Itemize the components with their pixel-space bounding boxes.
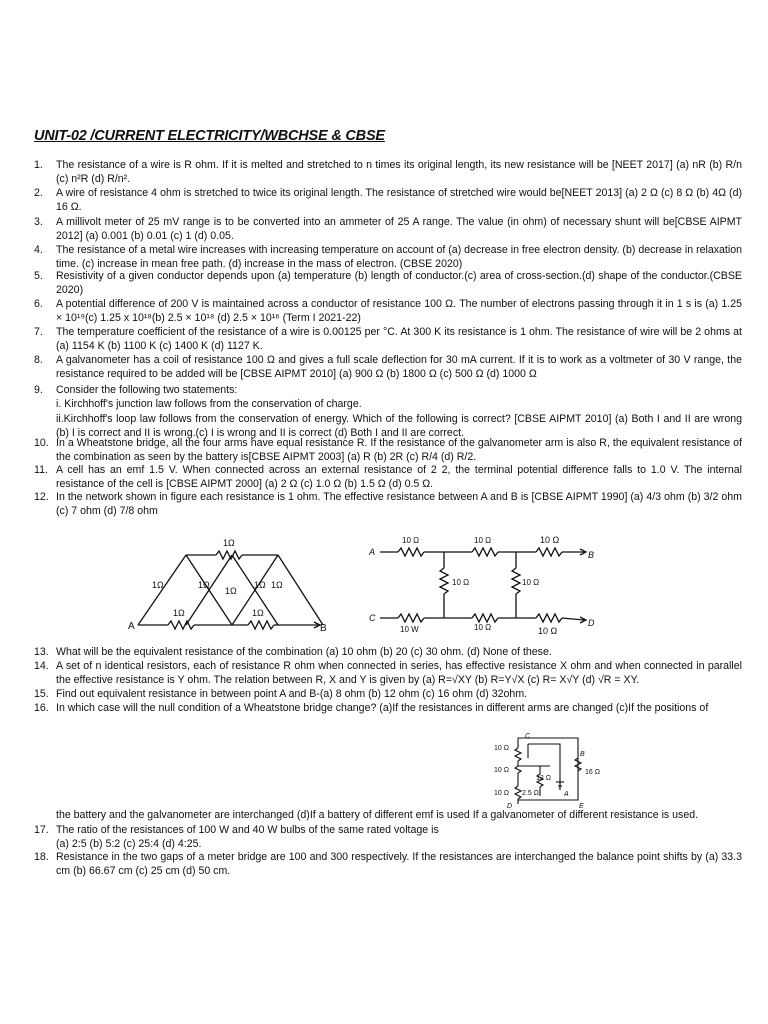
question-number: 2. [34, 187, 43, 199]
question-number: 18. [34, 851, 49, 863]
question-number: 16. [34, 702, 49, 714]
question-item [34, 297, 742, 326]
question-text: In a Wheatstone bridge, all the four arms have equal resistance R. If the resistance of the galvanometer arm is also R, the equivalent resistance of the combination as seen by the battery is[CBSE AIPMT 2003] (a) R (b) 2R (c) R/4 (d) R/2. [56, 437, 742, 464]
label-c: C [525, 733, 531, 740]
question-text: In which case will the null condition of a Wheatstone bridge change? (a)If the resistances in different arms are changed (c)If the positions of [56, 702, 709, 714]
question-number: 1. [34, 159, 43, 171]
question-text: A potential difference of 200 V is maintained across a conductor of resistance 100 Ω. The number of electrons passing through it in 1 s is (a) 1.25 × 10¹⁹(c) 1.25 x 10¹⁸(b) 2.5 × 10¹⁸ (d) 2.5 × 10¹⁶ (Term I 2021-22) [56, 298, 742, 325]
question-text: The ratio of the resistances of 100 W and 40 W bulbs of the same rated voltage is (a) 2:5 (b) 5:2 (c) 25:4 (d) 4:25. [56, 824, 439, 851]
label-c: C [369, 613, 376, 623]
label-b2: 10 Ω [474, 623, 492, 632]
question-item [34, 823, 742, 852]
label-right-inner: 1Ω [254, 580, 266, 590]
question-item [56, 808, 742, 822]
label-r1: 10 Ω [494, 745, 509, 752]
question-text: the battery and the galvanometer are interchanged (d)If a battery of different emf is used If a galvanometer of different resistance is used. [56, 809, 699, 821]
question-item [34, 701, 742, 715]
question-item [34, 325, 742, 354]
question-number: 11. [34, 464, 48, 476]
question-number: 7. [34, 326, 43, 338]
question-number: 15. [34, 688, 49, 700]
label-v1: 10 Ω [452, 578, 470, 587]
label-v2: 10 Ω [522, 578, 540, 587]
label-r4: 12 Ω [536, 775, 551, 782]
label-b3: 10 Ω [538, 626, 558, 636]
question-item [34, 850, 742, 879]
label-d: D [588, 618, 595, 628]
question-item [34, 243, 742, 272]
question-text: A set of n identical resistors, each of resistance R ohm when connected in series, has effective resistance X ohm and when connected in parallel the effective resistance is Y ohm. The relation between R, X and Y is given by (a) R=√XY (b) R=Y√X (c) R= X√Y (d) √R = XY. [56, 660, 742, 687]
question-text: A millivolt meter of 25 mV range is to be converted into an ammeter of 25 A range. The value (in ohm) of necessary shunt will be[CBSE AIPMT 2012] (a) 0.001 (b) 0.01 (c) 1 (d) 0.05. [56, 216, 742, 243]
label-r5: 2.5 Ω [522, 790, 539, 797]
label-bottom-right: 1Ω [252, 608, 264, 618]
label-a: A [369, 547, 376, 557]
bridge-network-figure [488, 730, 608, 810]
question-item [34, 645, 742, 659]
label-r1: 10 Ω [402, 536, 420, 545]
label-right-outer: 1Ω [271, 580, 283, 590]
question-item [34, 186, 742, 215]
label-a: A [128, 621, 135, 632]
question-item [34, 659, 742, 688]
label-r2: 10 Ω [474, 536, 492, 545]
label-left-outer: 1Ω [152, 580, 164, 590]
question-item [34, 269, 742, 298]
question-item [34, 353, 742, 382]
resistor-top [216, 551, 242, 559]
question-text: A wire of resistance 4 ohm is stretched to twice its original length. The resistance of stretched wire would be[NEET 2013] (a) 2 Ω (c) 8 Ω (b) 4Ω (d) 16 Ω. [56, 187, 742, 214]
question-number: 10. [34, 437, 49, 449]
triangle-network-figure [128, 530, 328, 640]
page-title: UNIT-02 /CURRENT ELECTRICITY/WBCHSE & CBSE [34, 128, 385, 144]
label-b: B [588, 550, 595, 560]
question-number: 3. [34, 216, 43, 228]
question-item [34, 687, 742, 701]
question-number: 9. [34, 384, 43, 396]
label-r3: 10 Ω [540, 535, 560, 545]
question-text: A cell has an emf 1.5 V. When connected across an external resistance of 2 2, the terminal potential difference falls to 1.0 V. The internal resistance of the cell is [CBSE AIPMT 2000] (a) 2 Ω (c) 1.0 Ω (b) 1.5 Ω (d) 0.5 Ω. [56, 464, 742, 491]
label-b: B [580, 751, 585, 758]
label-r3: 10 Ω [494, 790, 509, 797]
question-item [34, 490, 742, 519]
question-text: Find out equivalent resistance in between point A and B-(a) 8 ohm (b) 12 ohm (c) 16 ohm (d) 32ohm. [56, 688, 528, 700]
label-b1: 10 W [400, 625, 419, 634]
question-text: The temperature coefficient of the resistance of a wire is 0.00125 per °C. At 300 K its resistance is 1 ohm. The resistance of wire will be 2 ohms at (a) 1154 K (b) 1100 K (c) 1400 K (d) 1127 K. [56, 326, 742, 353]
question-text: In the network shown in figure each resistance is 1 ohm. The effective resistance between A and B is [CBSE AIPMT 1990] (a) 4/3 ohm (b) 3/2 ohm (c) 7 ohm (d) 7/8 ohm [56, 491, 742, 518]
label-bottom-left: 1Ω [173, 608, 185, 618]
question-item [34, 463, 742, 492]
label-b: B [320, 623, 327, 634]
question-number: 4. [34, 244, 43, 256]
question-text: Consider the following two statements: i. Kirchhoff's junction law follows from the conservation of charge. ii.Kirchhoff's loop law follows from the conservation of energy. Which of the following is correct? [CBSE AIPMT 2010] (a) Both I and II are wrong (b) I is correct and II is wrong.(c) I is wrong and II is correct (d) Both I and II are correct. [56, 384, 742, 440]
label-r2: 10 Ω [494, 767, 509, 774]
label-e: E [579, 803, 584, 810]
question-number: 6. [34, 298, 43, 310]
question-number: 14. [34, 660, 49, 672]
question-item [34, 158, 742, 187]
question-text: The resistance of a metal wire increases with increasing temperature on account of (a) decrease in free electron density. (b) decrease in relaxation time. (c) increase in mean free path. (d) increase in the mass of electron. (CBSE 2020) [56, 244, 742, 271]
question-text: What will be the equivalent resistance of the combination (a) 10 ohm (b) 20 (c) 30 ohm. (d) None of these. [56, 646, 552, 658]
question-text: A galvanometer has a coil of resistance 100 Ω and gives a full scale deflection for 30 mA current. If it is to work as a voltmeter of 30 V range, the resistance required to be added will be [CBSE AIPMT 2010] (a) 900 Ω (b) 1800 Ω (c) 500 Ω (d) 1000 Ω [56, 354, 742, 381]
resistor-bottom-left [168, 621, 194, 629]
question-number: 5. [34, 270, 43, 282]
ladder-network-figure [366, 532, 606, 642]
label-r6: 16 Ω [585, 769, 600, 776]
question-number: 8. [34, 354, 43, 366]
question-text: Resistance in the two gaps of a meter bridge are 100 and 300 respectively. If the resistances are interchanged the balance point shifts by (a) 33.3 cm (b) 66.67 cm (c) 25 cm (d) 50 cm. [56, 851, 742, 878]
label-a: A [564, 791, 569, 798]
label-center: 1Ω [225, 586, 237, 596]
label-top: 1Ω [223, 538, 235, 548]
question-item [34, 436, 742, 465]
resistor-bottom-right [248, 621, 274, 629]
question-text: The resistance of a wire is R ohm. If it is melted and stretched to n times its original length, its new resistance will be [NEET 2017] (a) nR (b) R/n (c) n²R (d) R/n². [56, 159, 742, 186]
label-d: D [507, 803, 513, 810]
question-number: 13. [34, 646, 49, 658]
question-number: 12. [34, 491, 49, 503]
question-item [34, 383, 742, 441]
question-item [34, 215, 742, 244]
label-left-inner: 1Ω [198, 580, 210, 590]
question-text: Resistivity of a given conductor depends upon (a) temperature (b) length of conductor.(c) area of cross-section.(d) shape of the conductor.(CBSE 2020) [56, 270, 742, 297]
question-number: 17. [34, 824, 49, 836]
